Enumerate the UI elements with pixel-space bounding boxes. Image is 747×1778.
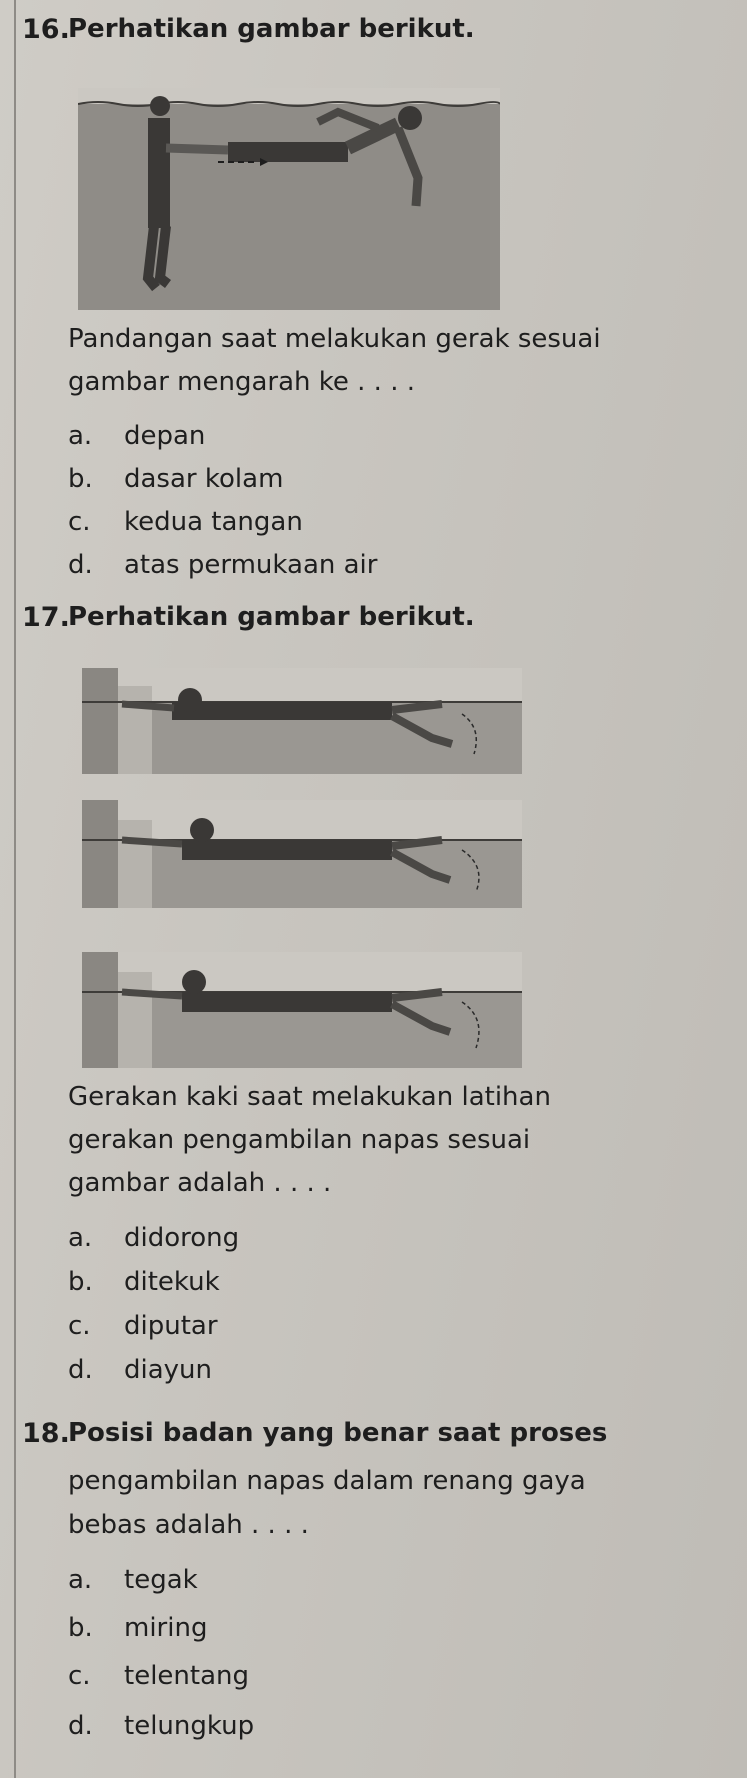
question-18-option-c[interactable] xyxy=(68,1658,249,1694)
question-17-option-d[interactable] xyxy=(68,1352,212,1388)
question-16-option-c[interactable] xyxy=(68,504,303,540)
option-text: tegak xyxy=(124,1565,198,1595)
option-text: telentang xyxy=(124,1661,249,1691)
question-18-option-a[interactable] xyxy=(68,1562,198,1598)
option-letter: c. xyxy=(68,1661,91,1691)
option-text: miring xyxy=(124,1613,208,1643)
option-letter: d. xyxy=(68,1711,93,1741)
option-text: kedua tangan xyxy=(124,507,303,537)
option-text: dasar kolam xyxy=(124,464,284,494)
question-16-option-a[interactable] xyxy=(68,418,205,454)
question-16-number: 16. xyxy=(22,14,70,45)
option-text: depan xyxy=(124,421,206,451)
option-text: ditekuk xyxy=(124,1267,220,1297)
question-18-stem-line3: bebas adalah . . . . xyxy=(68,1510,309,1540)
margin-line xyxy=(14,0,16,1778)
question-16-intro: Perhatikan gambar berikut. xyxy=(68,14,475,44)
question-17-option-b[interactable] xyxy=(68,1264,220,1300)
option-letter: a. xyxy=(68,1223,93,1253)
option-text: didorong xyxy=(124,1223,240,1253)
option-letter: a. xyxy=(68,421,93,451)
question-18-option-b[interactable] xyxy=(68,1610,207,1646)
question-16-option-b[interactable] xyxy=(68,461,283,497)
breathing-drill-figure-1 xyxy=(82,668,522,774)
question-17-stem-line3: gambar adalah . . . . xyxy=(68,1168,332,1198)
breathing-drill-figure-2 xyxy=(82,800,522,908)
option-text: atas permukaan air xyxy=(124,550,378,580)
question-16-stem-line1: Pandangan saat melakukan gerak sesuai xyxy=(68,324,601,354)
option-letter: b. xyxy=(68,464,93,494)
question-18-number: 18. xyxy=(22,1418,70,1449)
question-16-option-d[interactable] xyxy=(68,547,377,583)
option-text: telungkup xyxy=(124,1711,255,1741)
option-letter: a. xyxy=(68,1565,93,1595)
option-letter: c. xyxy=(68,1311,91,1341)
question-17-option-a[interactable] xyxy=(68,1220,239,1256)
option-letter: b. xyxy=(68,1267,93,1297)
option-text: diputar xyxy=(124,1311,218,1341)
question-17-option-c[interactable] xyxy=(68,1308,218,1344)
question-18-stem-line2: pengambilan napas dalam renang gaya xyxy=(68,1466,586,1496)
question-16-stem-line2: gambar mengarah ke . . . . xyxy=(68,367,416,397)
question-18-option-d[interactable] xyxy=(68,1708,254,1744)
option-letter: c. xyxy=(68,507,91,537)
breathing-drill-figure-3 xyxy=(82,952,522,1068)
option-letter: d. xyxy=(68,1355,93,1385)
question-17-intro: Perhatikan gambar berikut. xyxy=(68,602,475,632)
option-letter: b. xyxy=(68,1613,93,1643)
question-17-stem-line2: gerakan pengambilan napas sesuai xyxy=(68,1125,531,1155)
question-17-number: 17. xyxy=(22,602,70,633)
question-17-stem-line1: Gerakan kaki saat melakukan latihan xyxy=(68,1082,551,1112)
swimmer-kicking-figure xyxy=(78,88,500,310)
option-letter: d. xyxy=(68,550,93,580)
question-18-stem-line1: Posisi badan yang benar saat proses xyxy=(68,1418,608,1448)
option-text: diayun xyxy=(124,1355,213,1385)
